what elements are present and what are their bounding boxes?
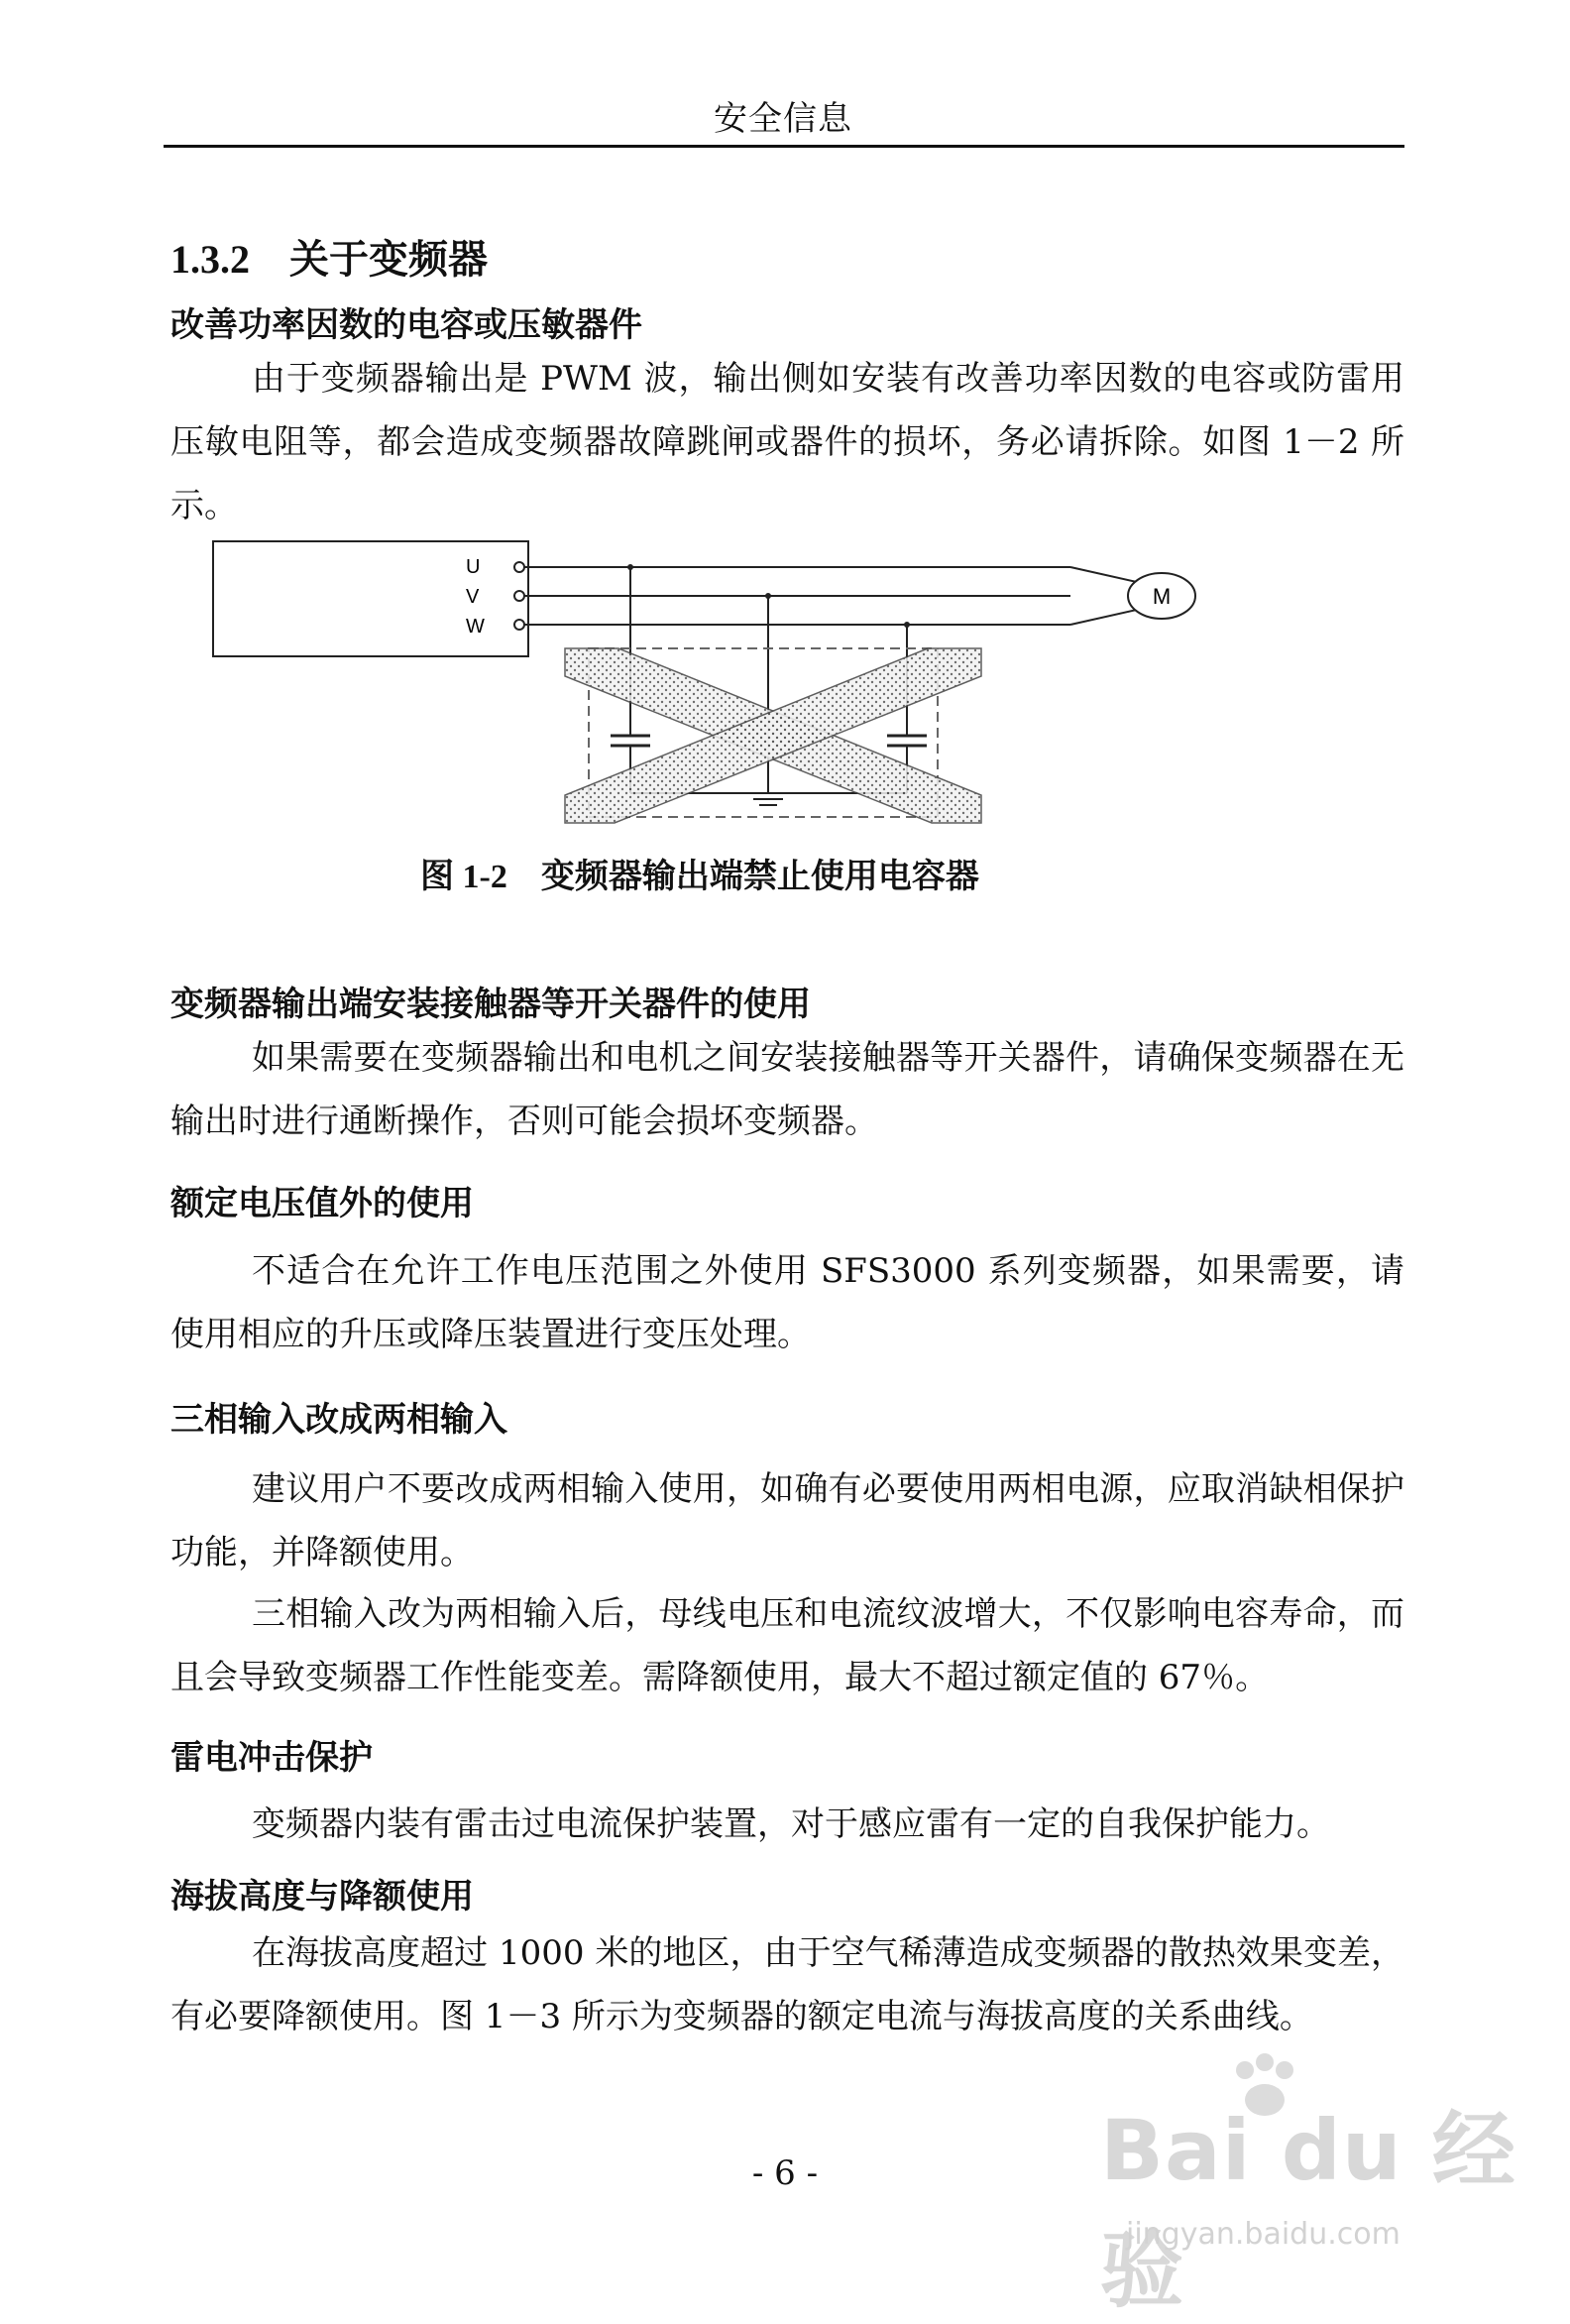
para-altitude: 在海拔高度超过 1000 米的地区，由于空气稀薄造成变频器的散热效果变差，有必要降额使用。图 1－3 所示为变频器的额定电流与海拔高度的关系曲线。 [170, 1933, 1404, 2036]
page-number: - 6 - [751, 2153, 819, 2193]
motor-label: M [1152, 584, 1172, 609]
heading-voltage: 额定电压值外的使用 [170, 1184, 474, 1223]
figure-number: 图 1-2 [420, 859, 507, 895]
section-title: 关于变频器 [289, 236, 488, 283]
running-header: 安全信息 [714, 99, 852, 139]
inverter-box [213, 541, 528, 656]
terminal-u [514, 562, 524, 572]
watermark-brand: Bai du 经验 [1100, 2102, 1516, 2319]
figure-caption [420, 849, 979, 897]
para-phase-1: 建议用户不要改成两相输入使用，如确有必要使用两相电源，应取消缺相保护功能，并降额使用。 [170, 1469, 1404, 1572]
heading-altitude: 海拔高度与降额使用 [170, 1877, 474, 1917]
figure-caption-text: 变频器输出端禁止使用电容器 [540, 857, 979, 896]
header-rule [164, 145, 1404, 148]
terminal-w [514, 620, 524, 630]
watermark-url: jingyan.baidu.com [1126, 2217, 1401, 2252]
section-number: 1.3.2 [170, 237, 250, 282]
para-lightning: 变频器内装有雷击过电流保护装置，对于感应雷有一定的自我保护能力。 [252, 1804, 1330, 1844]
terminal-v-label: V [466, 586, 480, 608]
section-heading [170, 228, 488, 285]
heading-lightning: 雷电冲击保护 [170, 1738, 373, 1778]
terminal-v [514, 591, 524, 601]
para-phase-2: 三相输入改为两相输入后，母线电压和电流纹波增大，不仅影响电容寿命，而且会导致变频器工作性能变差。需降额使用，最大不超过额定值的 67％。 [170, 1594, 1404, 1697]
heading-phase: 三相输入改成两相输入 [170, 1400, 507, 1440]
terminal-w-label: W [466, 616, 485, 638]
para-contactor: 如果需要在变频器输出和电机之间安装接触器等开关器件，请确保变频器在无输出时进行通断操作，否则可能会损坏变频器。 [170, 1038, 1404, 1141]
para-voltage: 不适合在允许工作电压范围之外使用 SFS3000 系列变频器，如果需要，请使用相应的升压或降压装置进行变压处理。 [170, 1251, 1404, 1354]
para-capacitor: 由于变频器输出是 PWM 波，输出侧如安装有改善功率因数的电容或防雷用压敏电阻等，都会造成变频器故障跳闸或器件的损坏，务必请拆除。如图 1－2 所示。 [170, 359, 1404, 525]
figure-1-2-diagram [208, 533, 1199, 831]
heading-contactor: 变频器输出端安装接触器等开关器件的使用 [170, 985, 811, 1024]
terminal-u-label: U [466, 556, 481, 578]
heading-capacitor: 改善功率因数的电容或压敏器件 [170, 305, 642, 345]
